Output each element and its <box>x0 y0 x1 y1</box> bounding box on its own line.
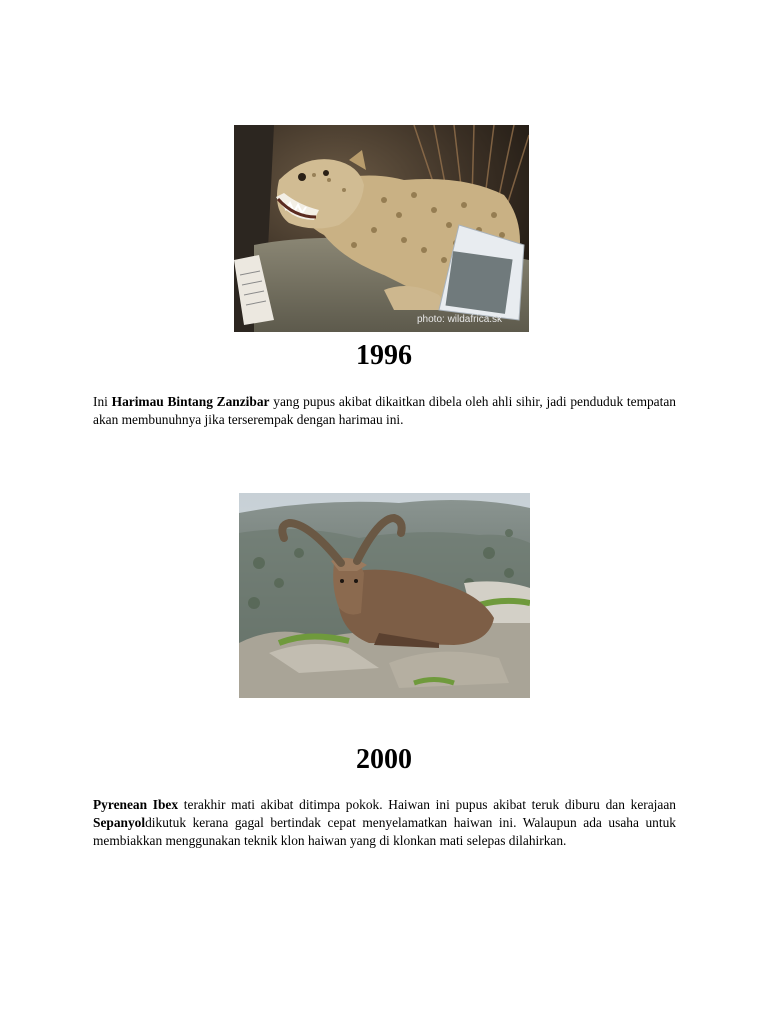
description-text: yang pupus akibat dikaitkan dibela oleh ahli sihir, jadi penduduk tempatan akan membunuhnya jika terserempak dengan harimau ini. <box>93 394 676 427</box>
description-text: terakhir mati akibat ditimpa pokok. Haiwan ini pupus akibat teruk diburu dan kerajaan <box>178 797 676 812</box>
description-text: Ini <box>93 394 112 409</box>
year-heading-2000: 2000 <box>356 744 412 775</box>
pyrenean-ibex-photo <box>239 493 530 698</box>
zanzibar-leopard-description <box>93 393 676 429</box>
country-name: Sepanyol <box>93 815 146 830</box>
description-text: dikutuk kerana gagal bertindak cepat menyelamatkan haiwan ini. Walaupun ada usaha untuk membiakkan menggunakan teknik klon haiwan yang di klonkan mati selepas dilahirkan. <box>93 815 676 848</box>
pyrenean-ibex-description <box>93 796 676 850</box>
year-heading-1996: 1996 <box>356 340 412 371</box>
species-name: Harimau Bintang Zanzibar <box>111 394 270 409</box>
zanzibar-leopard-photo <box>234 125 529 332</box>
species-name: Pyrenean Ibex <box>93 797 179 812</box>
photo-watermark: photo: wildafrica.sk <box>417 314 503 325</box>
